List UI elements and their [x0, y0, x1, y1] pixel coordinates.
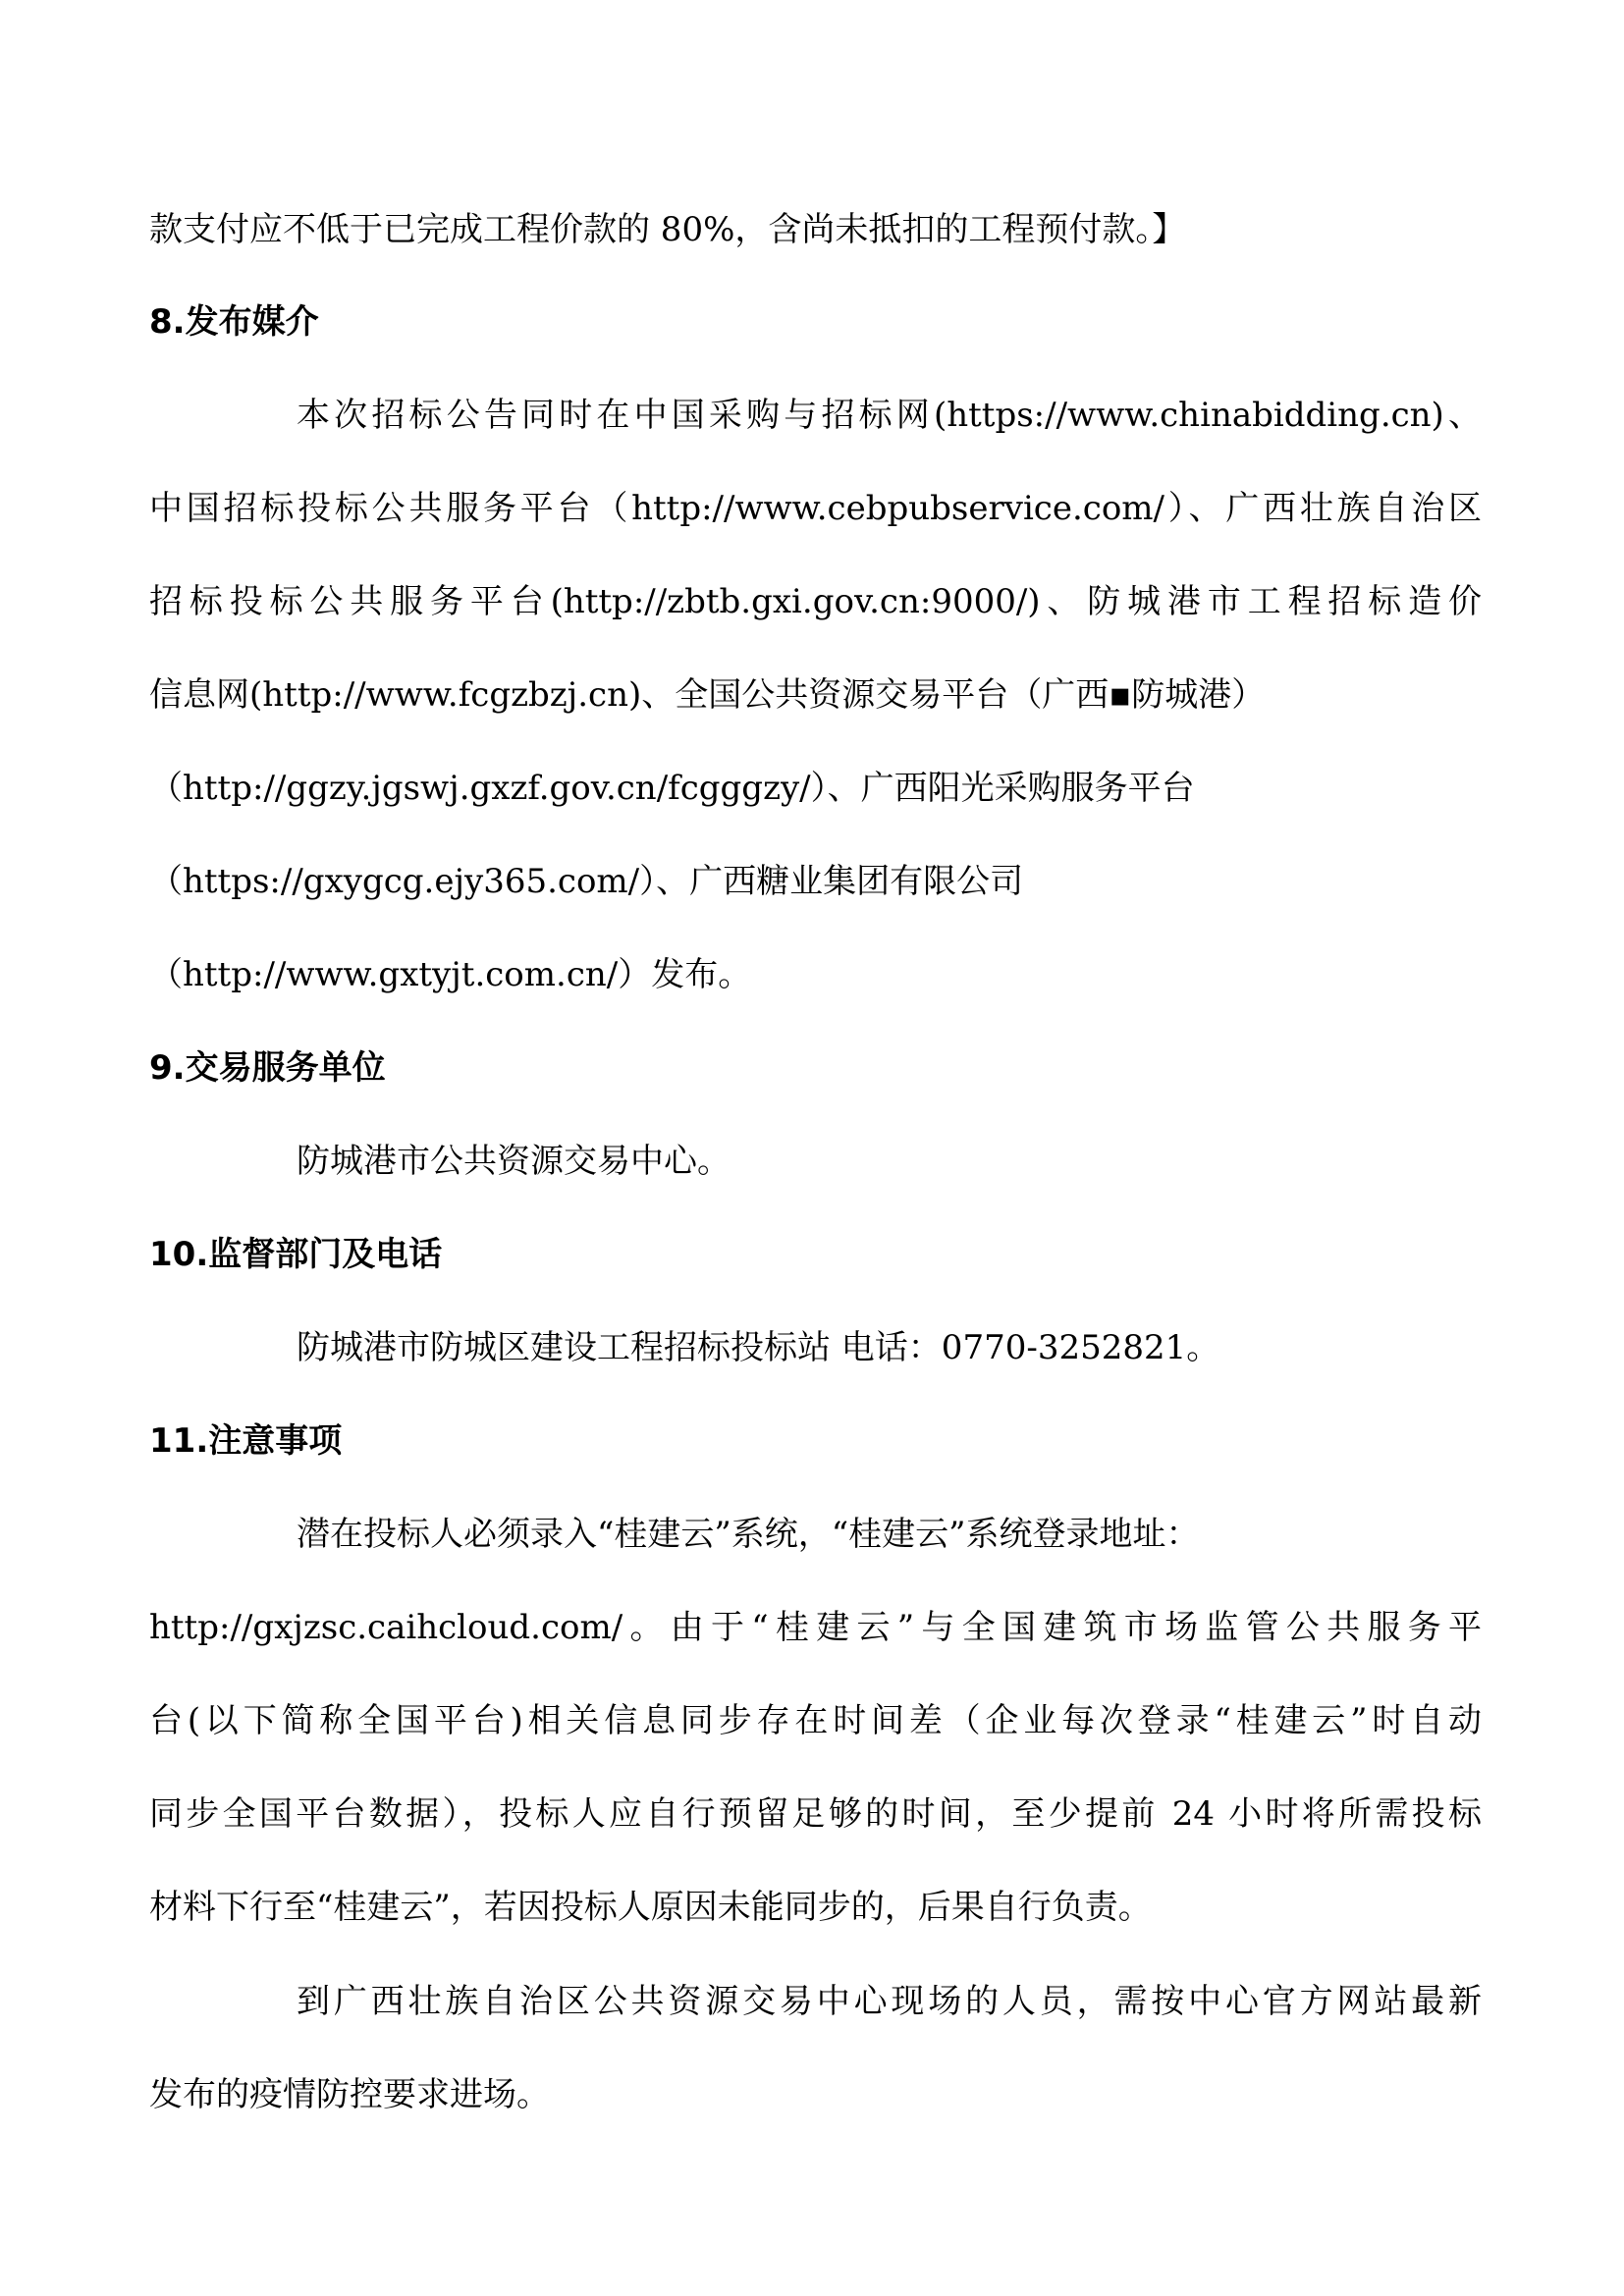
- text-line: （http://www.gxtyjt.com.cn/）发布。: [149, 955, 752, 994]
- text-line: 款支付应不低于已完成工程价款的 80%，含尚未抵扣的工程预付款。】: [149, 210, 1186, 249]
- text-line: 防城港市公共资源交易中心。: [297, 1142, 731, 1181]
- text-line: 招标投标公共服务平台(http://zbtb.gxi.gov.cn:9000/)、防城港市工程招标造价: [149, 582, 1482, 621]
- section-heading-11: 11.注意事项: [149, 1421, 343, 1461]
- text-line: 到广西壮族自治区公共资源交易中心现场的人员，需按中心官方网站最新: [297, 1982, 1482, 2021]
- text-line: http://gxjzsc.caihcloud.com/。由于“桂建云”与全国建筑市场监管公共服务平: [149, 1608, 1482, 1647]
- text-line: 材料下行至“桂建云”，若因投标人原因未能同步的，后果自行负责。: [149, 1888, 1152, 1927]
- section-heading-9: 9.交易服务单位: [149, 1048, 386, 1088]
- section-heading-10: 10.监督部门及电话: [149, 1235, 443, 1274]
- text-line: 潜在投标人必须录入“桂建云”系统，“桂建云”系统登录地址：: [297, 1515, 1200, 1554]
- text-line: （https://gxygcg.ejy365.com/）、广西糖业集团有限公司: [149, 862, 1024, 901]
- text-line: 本次招标公告同时在中国采购与招标网(https://www.chinabidding.cn)、: [297, 396, 1482, 435]
- text-line: 信息网(http://www.fcgzbzj.cn)、全国公共资源交易平台（广西▪防城港）: [149, 675, 1266, 715]
- section-heading-8: 8.发布媒介: [149, 302, 319, 342]
- text-line: 台(以下简称全国平台)相关信息同步存在时间差（企业每次登录“桂建云”时自动: [149, 1701, 1482, 1740]
- text-line: 同步全国平台数据），投标人应自行预留足够的时间，至少提前 24 小时将所需投标: [149, 1794, 1482, 1834]
- text-line: 发布的疫情防控要求进场。: [149, 2075, 550, 2114]
- text-line: 防城港市防城区建设工程招标投标站 电话：0770-3252821。: [297, 1328, 1220, 1367]
- text-line: 中国招标投标公共服务平台（http://www.cebpubservice.com/）、广西壮族自治区: [149, 489, 1482, 528]
- text-line: （http://ggzy.jgswj.gxzf.gov.cn/fcgggzy/）、广西阳光采购服务平台: [149, 769, 1195, 808]
